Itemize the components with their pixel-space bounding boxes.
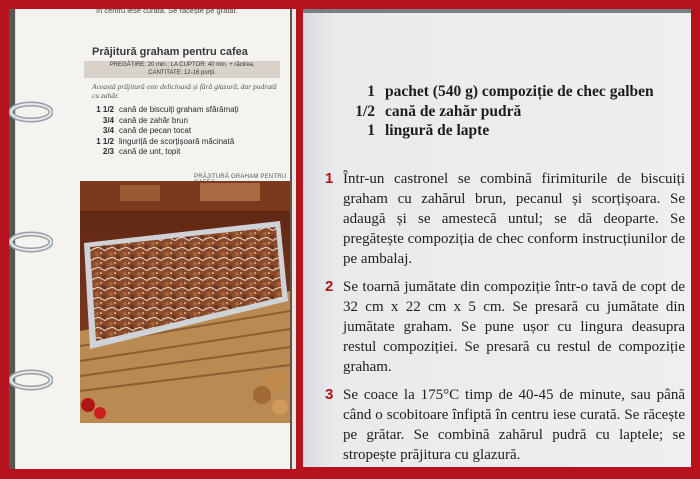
ingredient-qty: 2/3: [102, 147, 114, 156]
ingredient-name: cană de biscuiți graham sfărâmați: [119, 105, 239, 114]
step-2: [325, 277, 685, 377]
ingredient-row: [92, 105, 287, 116]
recipe-intro: Această prăjitură este delicioasă și fără glazură, dar pudrată cu zahăr.: [92, 82, 277, 100]
ingredient-row: [92, 137, 287, 148]
step-number: 1: [325, 170, 334, 187]
ingredient-qty: 1: [367, 122, 375, 139]
step-text: Se toarnă jumătate din compoziție într-o tavă de copt de 32 cm x 22 cm x 5 cm. Se presară cu jumătate din jumătate graham. Se pune ușor cu lingura deasupra restul compoziției. Se presară cu restul de compoziție graham.: [343, 279, 685, 375]
ingredient-row: [343, 121, 683, 141]
ingredient-row: [343, 102, 683, 122]
step-number: 3: [325, 386, 334, 403]
right-photo: [303, 9, 691, 467]
step-3: [325, 385, 685, 465]
step-1: [325, 169, 685, 269]
binder-ring-icon: [9, 369, 53, 391]
instruction-steps: [325, 169, 685, 467]
coffee-cake-illustration: [80, 181, 290, 423]
ingredient-qty: 3/4: [102, 126, 114, 135]
step-text: Se coace la 175°C timp de 40-45 de minute, sau până când o scobitoare înfiptă în centru iese curată. Se răcește pe grătar. Se combină zahărul pudră cu laptele; se stropește prăjitura cu glazură.: [343, 387, 685, 463]
ingredient-name: cană de zahăr brun: [119, 115, 188, 125]
ingredient-list: [92, 105, 287, 158]
prep-time: PREGĂTIRE: 20 min.; LA CUPTOR: 40 min. + răcirea;: [109, 62, 255, 68]
coffee-cake-photo: [80, 181, 290, 423]
photo-caption: PRĂJITURĂ GRAHAM PENTRU: [194, 174, 287, 180]
step-text: Într-un castronel se combină firimiturile de biscuiți graham cu zahărul brun, pecanul și scorțișoara. Se adaugă și se amestecă untul; se dă deoparte. Se pregătește compoziția de chec conform instrucțiunilor de pe ambalaj.: [343, 171, 685, 267]
ingredient-row: [92, 116, 287, 127]
ingredient-qty: 3/4: [102, 115, 114, 125]
ingredient-qty: 1/2: [355, 102, 375, 120]
ingredient-name: linguriță de scorțișoară măcinată: [119, 136, 235, 146]
ingredient-name: lingură de lapte: [385, 122, 490, 139]
ingredient-row: [92, 147, 287, 158]
ingredient-qty: 1: [367, 83, 375, 100]
ingredient-name: cană de unt, topit: [119, 147, 181, 156]
binder-ring-icon: [9, 231, 53, 253]
page-edge: [303, 9, 691, 13]
left-photo: [9, 9, 296, 469]
step-number: 2: [325, 278, 334, 295]
servings: CANTITATE: 12-16 porţii.: [148, 69, 216, 76]
recipe-title: Prăjitură graham pentru cafea: [92, 46, 248, 58]
recipe-card-page: [15, 9, 290, 469]
ingredient-name: cană de zahăr pudră: [385, 102, 522, 120]
ingredient-row: [92, 126, 287, 137]
next-page-edge: [292, 9, 296, 469]
binder-ring-icon: [9, 101, 53, 123]
second-ingredient-list: [343, 82, 683, 141]
ingredient-name: cană de pecan tocat: [119, 126, 192, 135]
ingredient-row: [343, 82, 683, 102]
ingredient-qty: 1 1/2: [96, 105, 114, 114]
ingredient-qty: 1 1/2: [96, 136, 114, 146]
previous-recipe-line: în centru iese curată. Se răcește pe grătar.: [96, 9, 238, 15]
ingredient-name: pachet (540 g) compoziție de chec galben: [385, 83, 654, 100]
previous-recipe-tail: [96, 9, 286, 15]
prep-info-band: [84, 61, 280, 78]
